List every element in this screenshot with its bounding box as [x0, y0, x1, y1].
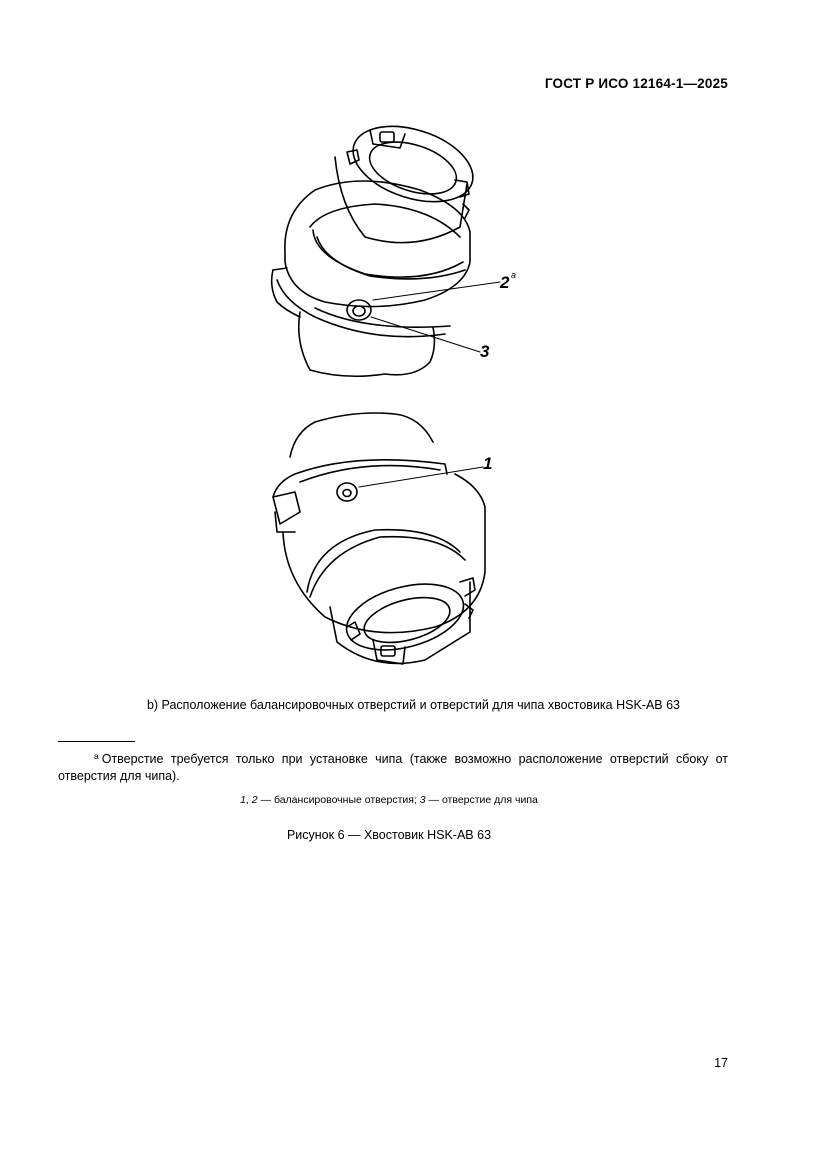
- footnote: [58, 748, 728, 785]
- legend-text-2: — отверстие для чипа: [425, 794, 538, 806]
- figure-legend: [0, 794, 778, 806]
- footnote-text: Отверстие требуется только при установке чипа (также возможно расположение отверстий сбоку от отверстия для чипа).: [58, 752, 728, 783]
- lower-shank-view: [273, 413, 485, 664]
- legend-num-2: 2: [251, 794, 258, 806]
- figure-title: Рисунок 6 — Хвостовик HSK-AB 63: [286, 828, 492, 842]
- callout-2-superscript: a: [511, 270, 517, 280]
- figure-subcaption: b) Расположение балансировочных отверстий и отверстий для чипа хвостовика HSK-AB 63: [146, 698, 681, 712]
- legend-separator: ,: [245, 794, 252, 806]
- callout-1: 1: [483, 454, 493, 473]
- legend-num-3: 3: [419, 794, 426, 806]
- legend-num-1: 1: [240, 794, 246, 806]
- hsk-shank-drawing: [255, 112, 515, 682]
- callout-3: 3: [480, 342, 490, 361]
- footnote-separator: [58, 741, 135, 742]
- document-header: ГОСТ Р ИСО 12164-1—2025: [544, 76, 728, 91]
- page-number: 17: [714, 1056, 728, 1070]
- legend-text-1: — балансировочные отверстия;: [257, 794, 420, 806]
- footnote-marker: a: [94, 751, 99, 761]
- callout-2: 2: [500, 273, 510, 292]
- upper-shank-view: [272, 113, 483, 377]
